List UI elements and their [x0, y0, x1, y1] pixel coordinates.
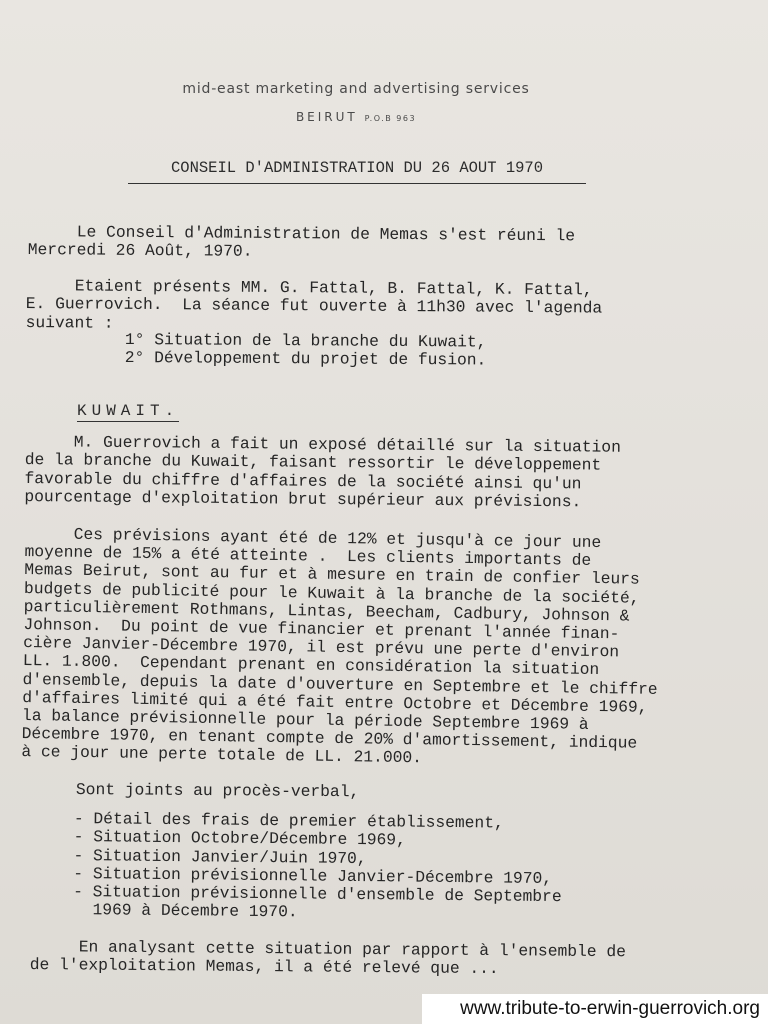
- letterhead-address: [0, 110, 712, 124]
- attachments-intro: Sont joints au procès-verbal,: [75, 780, 360, 802]
- document-title: CONSEIL D'ADMINISTRATION DU 26 AOUT 1970: [128, 159, 586, 184]
- forecast-paragraph: Ces prévisions ayant été de 12% et jusqu'à ce jour une moyenne de 15% a été atteinte . Les clients importants de Memas Beirut, sont au fur et à mesure en train de confier leurs budgets de publicité pour le Kuwait à la branche de la société, particulièrement Rothmans, Lintas, Beecham, Cadbury, Johnson & Johnson. Du point de vue financier et prenant l'année finan- cière Janvier-Décembre 1970, il est prévu une perte d'environ LL. 1.800. Cependant prenant en considération la situation d'ensemble, depuis la date d'ouverture en Septembre et le chiffre d'affaires limité qui a été fait entre Octobre et Décembre 1969, la balance prévisionnelle pour la période Septembre 1969 à Décembre 1970, en tenant compte de 20% d'amortissement, indique à ce jour une perte totale de LL. 21.000.: [21, 524, 658, 768]
- attachments-list: - Détail des frais de premier établissement, - Situation Octobre/Décembre 1969, - Situation Janvier/Juin 1970, - Situation prévisionnelle Janvier-Décembre 1970, - Situation prévisionnelle d'ensemble de Septembre 1969 à Décembre 1970.: [72, 809, 562, 922]
- section-heading-kuwait: KUWAIT.: [77, 402, 180, 420]
- kuwait-paragraph: M. Guerrovich a fait un exposé détaillé sur la situation de la branche du Kuwait, faisant ressortir le développement favorable du chiffre d'affaires de la société ainsi qu'un pourcentage d'exploitation brut supérieur aux prévisions.: [24, 432, 621, 512]
- intro-paragraph: Le Conseil d'Administration de Memas s'est réuni le Mercredi 26 Août, 1970.: [27, 222, 576, 262]
- website-watermark: www.tribute-to-erwin-guerrovich.org: [422, 994, 768, 1024]
- attendees-paragraph: Etaient présents MM. G. Fattal, B. Fattal, K. Fattal, E. Guerrovich. La séance fut ouverte à 11h30 avec l'agenda suivant :: [25, 276, 603, 333]
- agenda-list: 1° Situation de la branche du Kuwait, 2° Développement du projet de fusion.: [124, 330, 487, 370]
- letterhead-company-name: mid-east marketing and advertising services: [182, 81, 530, 97]
- letterhead-pob: P.O.B 963: [364, 114, 417, 123]
- letterhead-city: BEIRUT: [295, 110, 358, 124]
- analysis-paragraph: En analysant cette situation par rapport à l'ensemble de de l'exploitation Memas, il a été relevé que ...: [29, 937, 626, 979]
